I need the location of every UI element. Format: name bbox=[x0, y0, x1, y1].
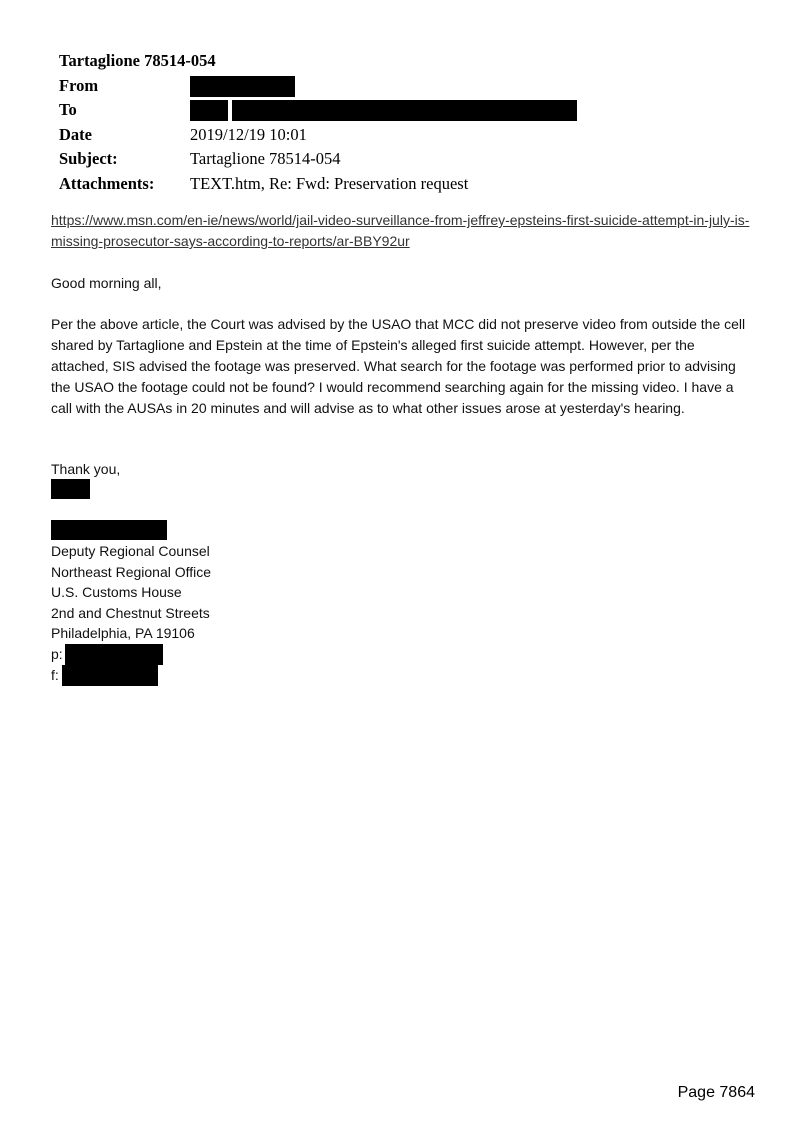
redaction-to-1 bbox=[190, 100, 228, 121]
sig-phone-label: p: bbox=[51, 645, 63, 662]
from-label: From bbox=[59, 75, 99, 95]
redaction-fax bbox=[62, 665, 158, 686]
date-value: 2019/12/19 10:01 bbox=[190, 124, 307, 144]
to-label: To bbox=[59, 100, 77, 119]
redaction-sender-name bbox=[51, 479, 90, 499]
attachments-value: TEXT.htm, Re: Fwd: Preservation request bbox=[190, 173, 469, 193]
body-paragraph: Per the above article, the Court was advised by the USAO that MCC did not preserve video from outside the cell shared by Tartaglione and Epstein at the time of Epstein's alleged first suicide attempt. However, per the attached, SIS advised the footage was preserved. What search for the footage was performed prior to advising the USAO the footage could not be found? I would recommend searching again for the missing video. I have a call with the AUSAs in 20 minutes and will advise as to what other issues arose at yesterday's hearing. bbox=[51, 316, 746, 416]
greeting: Good morning all, bbox=[51, 275, 162, 291]
closing: Thank you, bbox=[51, 461, 121, 477]
redaction-sender-fullname bbox=[51, 520, 167, 540]
date-label: Date bbox=[59, 124, 92, 144]
sig-title: Deputy Regional Counsel bbox=[51, 543, 210, 559]
sig-building: U.S. Customs House bbox=[51, 584, 182, 601]
email-title: Tartaglione 78514-054 bbox=[59, 51, 216, 70]
subject-value: Tartaglione 78514-054 bbox=[190, 149, 341, 168]
redaction-from bbox=[190, 76, 295, 97]
attachments-label: Attachments: bbox=[59, 173, 155, 193]
sig-fax-label: f: bbox=[51, 666, 59, 683]
sig-city: Philadelphia, PA 19106 bbox=[51, 625, 195, 642]
subject-label: Subject: bbox=[59, 149, 118, 168]
article-link[interactable]: https://www.msn.com/en-ie/news/world/jail-video-surveillance-from-jeffrey-epsteins-first-suicide-attempt-in-july-is-missing-prosecutor-says-according-to-reports/ar-BBY92ur bbox=[51, 212, 750, 249]
redaction-to-2 bbox=[232, 100, 577, 121]
sig-office: Northeast Regional Office bbox=[51, 563, 212, 580]
redaction-phone bbox=[65, 644, 163, 665]
sig-street: 2nd and Chestnut Streets bbox=[51, 604, 210, 621]
page-number: Page 7864 bbox=[677, 1084, 755, 1101]
